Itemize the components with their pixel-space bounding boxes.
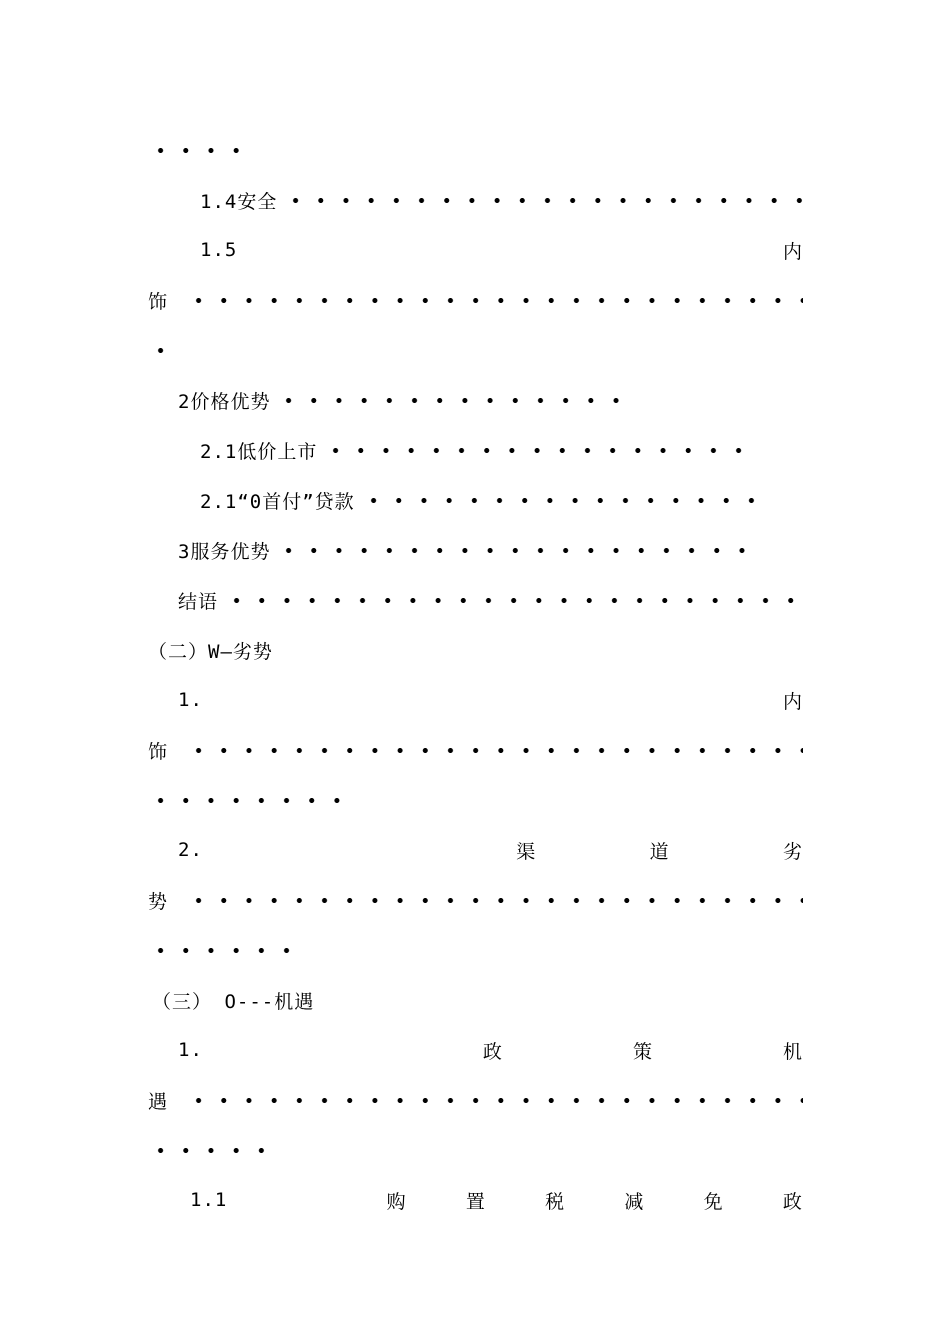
toc-section-opportunity[interactable]	[152, 985, 807, 1015]
toc-word: 策	[632, 1040, 653, 1063]
toc-entry-label: 2.1低价上市	[200, 440, 318, 463]
toc-word: 税	[545, 1190, 566, 1213]
toc-entry-label: 内	[782, 690, 803, 713]
leader-dots	[186, 748, 803, 753]
toc-entry-label-cont: 饰	[148, 290, 169, 313]
leader-dots	[186, 1098, 803, 1103]
leader-dots	[283, 198, 803, 203]
toc-word: 政	[782, 1190, 803, 1213]
toc-entry-label-cont: 遇	[148, 1090, 169, 1113]
toc-word: 劣	[782, 840, 803, 863]
toc-entry-1-5[interactable]	[200, 235, 803, 265]
toc-entry-label: 3服务优势	[178, 540, 271, 563]
toc-entry-conclusion[interactable]	[178, 585, 803, 615]
toc-line-4	[148, 285, 803, 315]
leader-dots	[148, 1148, 278, 1153]
toc-entry-2[interactable]	[178, 385, 638, 415]
leader-dots	[224, 598, 803, 603]
toc-line-14	[148, 785, 803, 815]
toc-entry-w-1[interactable]	[178, 685, 803, 715]
toc-entry-1-4[interactable]	[200, 185, 803, 215]
toc-entry-label: 2价格优势	[178, 390, 271, 413]
toc-word: 1.1	[190, 1189, 228, 1211]
toc-word: 1.	[178, 1039, 203, 1061]
toc-word: 机	[782, 1040, 803, 1063]
toc-entry-label: 结语	[178, 590, 219, 613]
leader-dots	[323, 448, 748, 453]
toc-word: 2.	[178, 839, 203, 861]
toc-line-1	[148, 135, 803, 165]
leader-dots	[361, 498, 758, 503]
toc-word: 置	[465, 1190, 486, 1213]
toc-entry-w-2[interactable]	[178, 835, 803, 865]
toc-entry-label: 2.1“0首付”贷款	[200, 490, 355, 513]
toc-section-weakness[interactable]	[148, 635, 803, 665]
toc-entry-label: 内	[782, 240, 803, 263]
leader-dots	[148, 798, 342, 803]
toc-word: 政	[482, 1040, 503, 1063]
toc-entry-o-1-1[interactable]	[190, 1185, 803, 1215]
leader-dots	[148, 348, 178, 353]
leader-dots	[186, 298, 803, 303]
toc-entry-label-cont: 势	[148, 890, 169, 913]
toc-entry-o-1[interactable]	[178, 1035, 803, 1065]
toc-line-20	[148, 1085, 803, 1115]
toc-entry-2-1[interactable]	[200, 435, 748, 465]
toc-line-21	[148, 1135, 803, 1165]
toc-line-17	[148, 935, 803, 965]
leader-dots	[276, 398, 638, 403]
toc-line-5	[148, 335, 803, 365]
leader-dots	[186, 898, 803, 903]
leader-dots	[148, 148, 252, 153]
toc-entry-number: 1.5	[200, 239, 238, 261]
toc-word: 购	[386, 1190, 407, 1213]
toc-line-13	[148, 735, 803, 765]
leader-dots	[148, 948, 304, 953]
toc-word: 减	[624, 1190, 645, 1213]
section-heading: （三） O---机遇	[152, 990, 315, 1013]
toc-entry-number: 1.	[178, 689, 203, 711]
toc-entry-label: 1.4安全	[200, 190, 278, 213]
toc-entry-label-cont: 饰	[148, 740, 169, 763]
toc-word: 渠	[516, 840, 537, 863]
toc-word: 道	[649, 840, 670, 863]
toc-word: 免	[703, 1190, 724, 1213]
section-heading: （二）W—劣势	[148, 640, 273, 663]
leader-dots	[276, 548, 748, 553]
toc-entry-3[interactable]	[178, 535, 748, 565]
toc-entry-2-1-loan[interactable]	[200, 485, 758, 515]
toc-line-16	[148, 885, 803, 915]
